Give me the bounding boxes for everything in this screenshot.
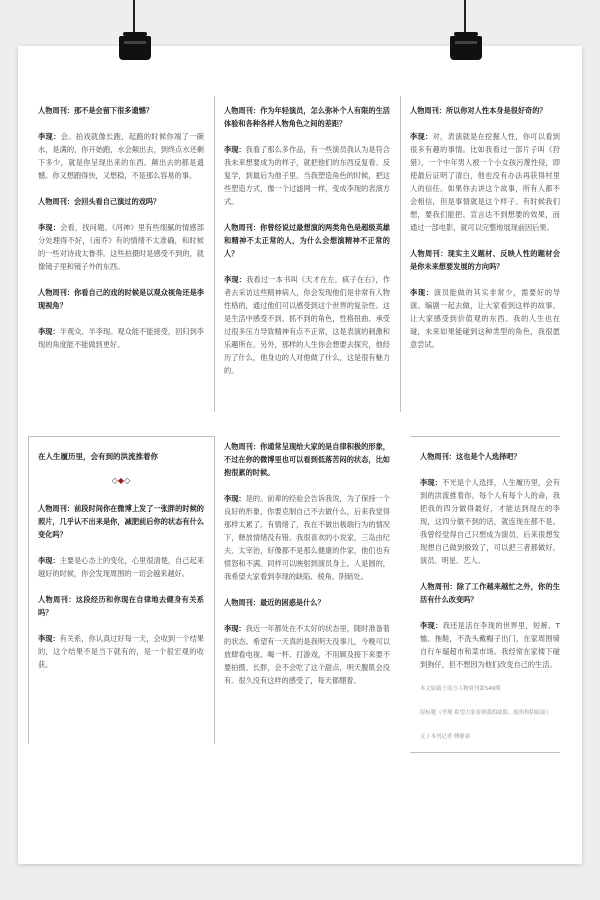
answer: 李现：不光是个人选择，人生履历里，会有到的洪流推着你。每个人有每个人的命，我把我的四分做得最好，才能达到现在的李现，这四分做不到的话，就连现在都不是。我曾经觉得自己只想成为演员，后来很想发现想自己做到极致了，可以把三者都做好，演员、明星、艺人。 bbox=[420, 478, 560, 565]
answer: 李现：对，表演就是在挖掘人性，你可以看到很多有趣的事情。比如我看过一部片子叫《狩猎》，一个中年男人被一个小女孩污蔑性侵，即使最后证明了清白，他也没有办法再获得村里人的信任。如果你去讲这个故事，所有人都不会相信，但是事情就是这个样子。有时候我们想，要我们能把、宣言达不到想要的效果，而通过一部电影，就可以完整地展现前因后果。 bbox=[410, 132, 560, 232]
column-divider bbox=[214, 436, 215, 744]
answer: 李现：是的。前辈的经验会告诉我说，为了保持一个良好的形象，你要克制自己不去做什么，后来我觉得那样太累了。有情绪了，我在不做出极端行为的情况下，释放情绪没有错。我很喜欢的小说家，三岛由纪夫、太宰治，好像都不是那么健康的作家，他们也有愤怒和不满。同样可以映射到演员身上。人是圆的，我希望大家看到李现的缺陷、棱角、阴暗处。 bbox=[224, 494, 390, 581]
question: 人物周刊：你通常呈现给大家的是自律积极的形象，不过在你的微博里也可以看到低落苦闷的状态，比如抱很累的时候。 bbox=[224, 442, 390, 477]
column-1 bbox=[38, 104, 204, 364]
credit-line: 原标题《李现 希望大家看到我的缺陷、棱角和阴暗面》 bbox=[420, 710, 552, 716]
answer: 李现：主要是心态上的变化，心里很清楚，自己起来越好的时候，你会发现周围的一切会越来越好。 bbox=[38, 556, 204, 578]
answer: 李现：有关系，你认真过好每一天，会收到一个结果的，这个结果不是当下就有的，是一个很宏观的收获。 bbox=[38, 634, 204, 669]
binder-clip-left bbox=[115, 0, 155, 62]
column-5 bbox=[224, 440, 390, 700]
question: 人物周刊：作为年轻演员，怎么弥补个人有限的生活体验和各种各样人物角色之间的差距？ bbox=[224, 106, 390, 128]
box-title: 在人生履历里，会有到的洪流推着你 bbox=[38, 452, 158, 461]
answer: 李现：我还是活在李现的世界里，短裤、T恤、拖鞋，不洗头戴帽子出门，在家周围骑自行车遛超市和菜市场。我经常在家楼下碰到狗仔，但不想因为他们改变自己的生活。 bbox=[420, 621, 560, 669]
section-border-bottom bbox=[410, 752, 560, 753]
column-2 bbox=[224, 104, 390, 390]
box-border-top bbox=[28, 436, 214, 437]
answer: 李现：会看，找问题。《河神》里有些细腻的情感部分处理得不好，《南乔》有的情绪不太准确，和时候的一些对诗戏太鲁莽。这些拍摄时是感受不到的，就像镜子里和镜子外的东西。 bbox=[38, 223, 204, 271]
question: 人物周刊：除了工作越来越忙之外，你的生活有什么改变吗？ bbox=[420, 582, 560, 604]
question: 人物周刊：现实主义题材、反映人性的题材会是你未来想要发展的方向吗？ bbox=[410, 249, 560, 271]
answer: 李现：我看过一本书叫《天才在左，疯子在右》，作者去采访这些精神病人，你会发现他们是非常有人物性格的，通过他们可以感受到这个世界的复杂性。这是生活中感受不到、抓不到的角色，性格扭曲、承受过很多压力导致精神有点不正常，这是表演的刺激和乐趣所在。另外，那样的人生你会想要去探究，他经历了什么，他身边的人对他做了什么，这是很有魅力的。 bbox=[224, 275, 390, 375]
answer: 李现：会。拍戏就像长跑，起跑的时候你端了一碗水，是满的，你开始跑，水会颠出去，到终点水还剩下多少，就是你呈现出来的东西。颠出去的都是遗憾。你又想跑得快，又想稳，不是那么容易的事。 bbox=[38, 132, 204, 180]
question: 人物周刊：所以你对人性本身是很好奇的？ bbox=[410, 106, 547, 115]
column-divider bbox=[400, 96, 401, 412]
question: 人物周刊：你看自己的戏的时候是以观众视角还是李现视角？ bbox=[38, 288, 204, 310]
question: 人物周刊：前段时间你在微博上发了一张胖的时候的照片，几乎认不出来是你，减肥前后你的状态有什么变化吗？ bbox=[38, 504, 204, 539]
question: 人物周刊：会回头看自己演过的戏吗？ bbox=[38, 197, 161, 206]
credit-line: 文 / 本刊记者 傅静祁 bbox=[420, 734, 471, 740]
column-divider bbox=[214, 96, 215, 412]
column-6 bbox=[420, 450, 560, 756]
question: 人物周刊：你曾经说过最想演的两类角色是超级英雄和精神不太正常的人，为什么会想演精神不正常的人？ bbox=[224, 223, 390, 258]
question: 人物周刊：最近的困惑是什么？ bbox=[224, 598, 325, 607]
answer: 李现：半观众、半李现。观众能不能接受，回归到李现的角度能不能做到更好。 bbox=[38, 327, 204, 349]
credit-line: 本文原载于南方人物周刊第549期 bbox=[420, 686, 501, 692]
column-4-box bbox=[38, 450, 204, 684]
column-3 bbox=[410, 104, 560, 364]
diamond-ornament-icon: ◇◆◇ bbox=[111, 476, 131, 485]
binder-clip-right bbox=[446, 0, 486, 62]
question: 人物周刊：这段经历和你现在自律地去健身有关系吗？ bbox=[38, 595, 204, 617]
box-border-left bbox=[28, 436, 29, 744]
question: 人物周刊：那不是会留下很多遗憾？ bbox=[38, 106, 154, 115]
answer: 李现：我近一年都处在不太好的状态里，随时准备着的状态。希望有一天真的是我明天没事儿，今晚可以放肆看电视、喝一杯、打游戏，不用顾及接下来要不要拍摄、长胖，会不会吃了这个甜点，明天腹肌会没有。很久没有这样的感受了，每天都绷着。 bbox=[224, 624, 390, 685]
answer: 李现：我看了那么多作品，有一些演员我认为是符合我未来想要成为的样子，就把他们的东西反复看、反复学，到最后为他子里。当我塑造角色的时候，把这些塑造方式，像一个过滤网一样，变成李现的表演方式。 bbox=[224, 145, 390, 206]
question: 人物周刊：这也是个人选择吧？ bbox=[420, 452, 521, 461]
answer: 李现：演员能做的其实非常少，需要好的导演、编剧一起去做，让大家看到这样的故事，让大家感受到价值观的东西。我的人生也在碰，未来如果能碰到这种类型的角色，我很愿意尝试。 bbox=[410, 288, 560, 349]
section-border-top bbox=[410, 436, 560, 437]
